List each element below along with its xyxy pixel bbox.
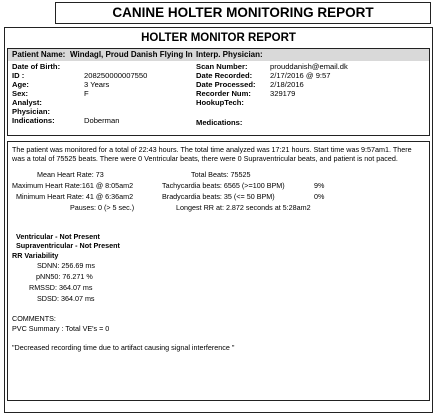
total-beats: Total Beats: 75525 <box>191 169 251 179</box>
date-processed-value: 2/18/2016 <box>270 80 304 89</box>
pauses: Pauses: 0 (> 5 sec.) <box>70 202 135 212</box>
sex-label: Sex: <box>12 89 29 98</box>
bradycardia-beats: Bradycardia beats: 35 (<= 50 BPM) <box>162 191 275 201</box>
comment-note: "Decreased recording time due to artifact causing signal interference " <box>12 342 235 352</box>
ventricular-status: Ventricular - Not Present <box>16 231 100 241</box>
indications-value: Doberman <box>84 116 120 125</box>
comments-label: COMMENTS: <box>12 314 56 324</box>
age-label: Age: <box>12 80 29 89</box>
summary-paragraph: The patient was monitored for a total of 22:43 hours. The total time analyzed was 17:21 hours. Start time was 9:57am1. There was a total of 75525 beats. There were 0 Ventricular beats, there were 0 Supraventricular beats, and patient is not paced. <box>12 145 412 164</box>
medications-label: Medications: <box>196 118 243 127</box>
mean-heart-rate: Mean Heart Rate: 73 <box>37 169 104 179</box>
age-value: 3 Years <box>84 80 110 89</box>
scan-number-label: Scan Number: <box>196 62 248 71</box>
date-recorded-value: 2/17/2016 @ 9:57 <box>270 71 331 80</box>
supraventricular-status: Supraventricular - Not Present <box>16 241 120 251</box>
report-container <box>4 27 433 413</box>
sdsd-value: SDSD: 364.07 ms <box>37 294 95 304</box>
sex-value: F <box>84 89 89 98</box>
longest-rr: Longest RR at: 2.872 seconds at 5:28am2 <box>176 202 311 212</box>
date-recorded-label: Date Recorded: <box>196 71 253 80</box>
hookup-tech-label: HookupTech: <box>196 98 244 107</box>
patient-header-bar <box>8 49 429 61</box>
recorder-num-label: Recorder Num: <box>196 89 251 98</box>
recorder-num-value: 329179 <box>270 89 296 98</box>
sdnn-value: SDNN: 256.69 ms <box>37 261 95 271</box>
summary-section <box>7 141 430 401</box>
rr-variability-values <box>12 260 425 302</box>
patient-info-section <box>7 48 430 136</box>
max-heart-rate: Maximum Heart Rate:161 @ 8:05am2 <box>12 180 134 190</box>
patient-name-label: Patient Name: <box>12 50 66 59</box>
dob-label: Date of Birth: <box>12 62 61 71</box>
interp-physician-label: Interp. Physician: <box>196 50 263 59</box>
document-title: CANINE HOLTER MONITORING REPORT <box>55 2 431 24</box>
heart-rate-stats <box>12 170 425 232</box>
indications-label: Indications: <box>12 116 55 125</box>
patient-name-value: Windagl, Proud Danish Flying In <box>70 50 193 59</box>
tachycardia-beats: Tachycardia beats: 6565 (>=100 BPM) <box>162 180 285 190</box>
analyst-label: Analyst: <box>12 98 42 107</box>
id-label: ID : <box>12 71 25 80</box>
id-value: 208250000007550 <box>84 71 148 80</box>
min-heart-rate: Minimum Heart Rate: 41 @ 6:36am2 <box>16 191 134 201</box>
pvc-summary: PVC Summary : Total VE's = 0 <box>12 323 110 333</box>
date-processed-label: Date Processed: <box>196 80 256 89</box>
patient-info-grid <box>8 61 429 135</box>
bradycardia-percent: 0% <box>314 191 325 201</box>
tachycardia-percent: 9% <box>314 180 325 190</box>
rmssd-value: RMSSD: 364.07 ms <box>29 283 93 293</box>
physician-label: Physician: <box>12 107 50 116</box>
pnn50-value: pNN50: 76.271 % <box>36 272 93 282</box>
rr-variability-title: RR Variability <box>12 250 59 260</box>
scan-number-value: prouddanish@email.dk <box>270 62 348 71</box>
report-title: HOLTER MONITOR REPORT <box>141 32 296 44</box>
